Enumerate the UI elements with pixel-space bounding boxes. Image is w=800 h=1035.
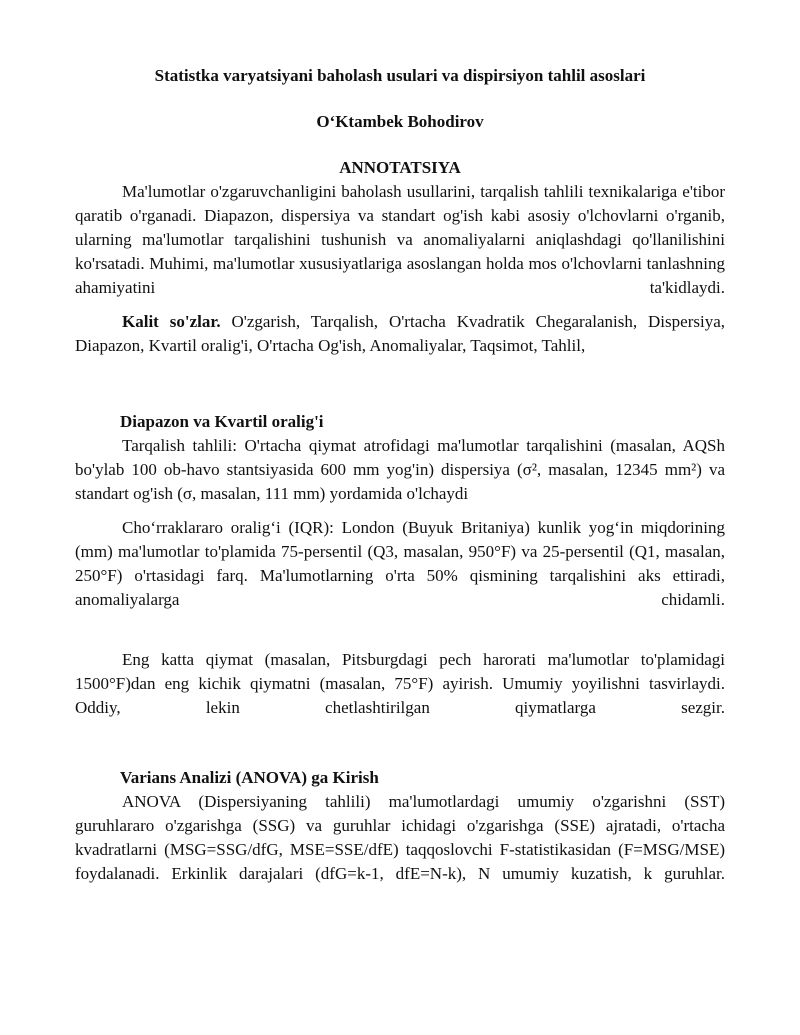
annotation-paragraph: Ma'lumotlar o'zgaruvchanligini baholash usullarini, tarqalish tahlili texnikalariga e'tibor qaratib o'rganadi. Diapazon, dispersiya va standart og'ish kabi asosiy o'lchovlarni o'rganib, ularning ma'lumotlar tarqalishini tushunish va anomaliyalarni aniqlashdagi qo'llanilishini ko'rsatadi. Muhimi, ma'lumotlar xususiyatlariga asoslangan holda mos o'lchovlarni tanlashning ahamiyatini ta'kidlaydi. [75, 182, 725, 297]
keywords-text: O'zgarish, Tarqalish, O'rtacha Kvadratik Chegaralanish, Dispersiya, Diapazon, Kvartil oralig'i, O'rtacha Og'ish, Anomaliyalar, Taqsimot, Tahlil, [75, 312, 725, 355]
section1-paragraph-1: Tarqalish tahlili: O'rtacha qiymat atrofidagi ma'lumotlar tarqalishini (masalan, AQSh bo'ylab 100 ob-havo stantsiyasida 600 mm yog'in) dispersiya (σ², masalan, 12345 mm²) va standart og'ish (σ, masalan, 111 mm) yordamida o'lchaydi [75, 436, 725, 503]
section-heading-range-iqr: Diapazon va Kvartil oralig'i [120, 412, 324, 431]
section2-paragraph-1: ANOVA (Dispersiyaning tahlili) ma'lumotlardagi umumiy o'zgarishni (SST) guruhlararo o'zgarishga (SSG) va guruhlar ichidagi o'zgarishga (SSE) ajratadi, o'rtacha kvadratlarni (MSG=SSG/dfG, MSE=SSE/dfE) taqqoslovchi F-statistikasidan (F=MSG/MSE) foydalanadi. Erkinlik darajalari (dfG=k-1, dfE=N-k), N umumiy kuzatish, k guruhlar. [75, 792, 725, 883]
keywords-label: Kalit so'zlar. [122, 312, 221, 331]
section1-paragraph-3: Eng katta qiymat (masalan, Pitsburgdagi pech harorati ma'lumotlar to'plamidagi 1500°F)dan eng kichik qiymatni (masalan, 75°F) ayirish. Umumiy yoyilishni tasvirlaydi. Oddiy, lekin chetlashtirilgan qiymatlarga sezgir. [75, 650, 725, 717]
author-name: O‘Ktambek Bohodirov [316, 112, 484, 131]
section-heading-anova: Varians Analizi (ANOVA) ga Kirish [120, 768, 379, 787]
annotation-heading: ANNOTATSIYA [339, 158, 461, 177]
keywords-paragraph [75, 310, 725, 358]
section1-paragraph-2: Cho‘rraklararo oralig‘i (IQR): London (Buyuk Britaniya) kunlik yog‘in miqdorining (mm) ma'lumotlar to'plamida 75-persentil (Q3, masalan, 950°F) va 25-persentil (Q1, masalan, 250°F) o'rtasidagi farq. Ma'lumotlarning o'rta 50% qismining tarqalishini aks ettiradi, anomaliyalarga chidamli. [75, 518, 725, 609]
document-title: Statistka varyatsiyani baholash usulari va dispirsiyon tahlil asoslari [154, 66, 646, 85]
